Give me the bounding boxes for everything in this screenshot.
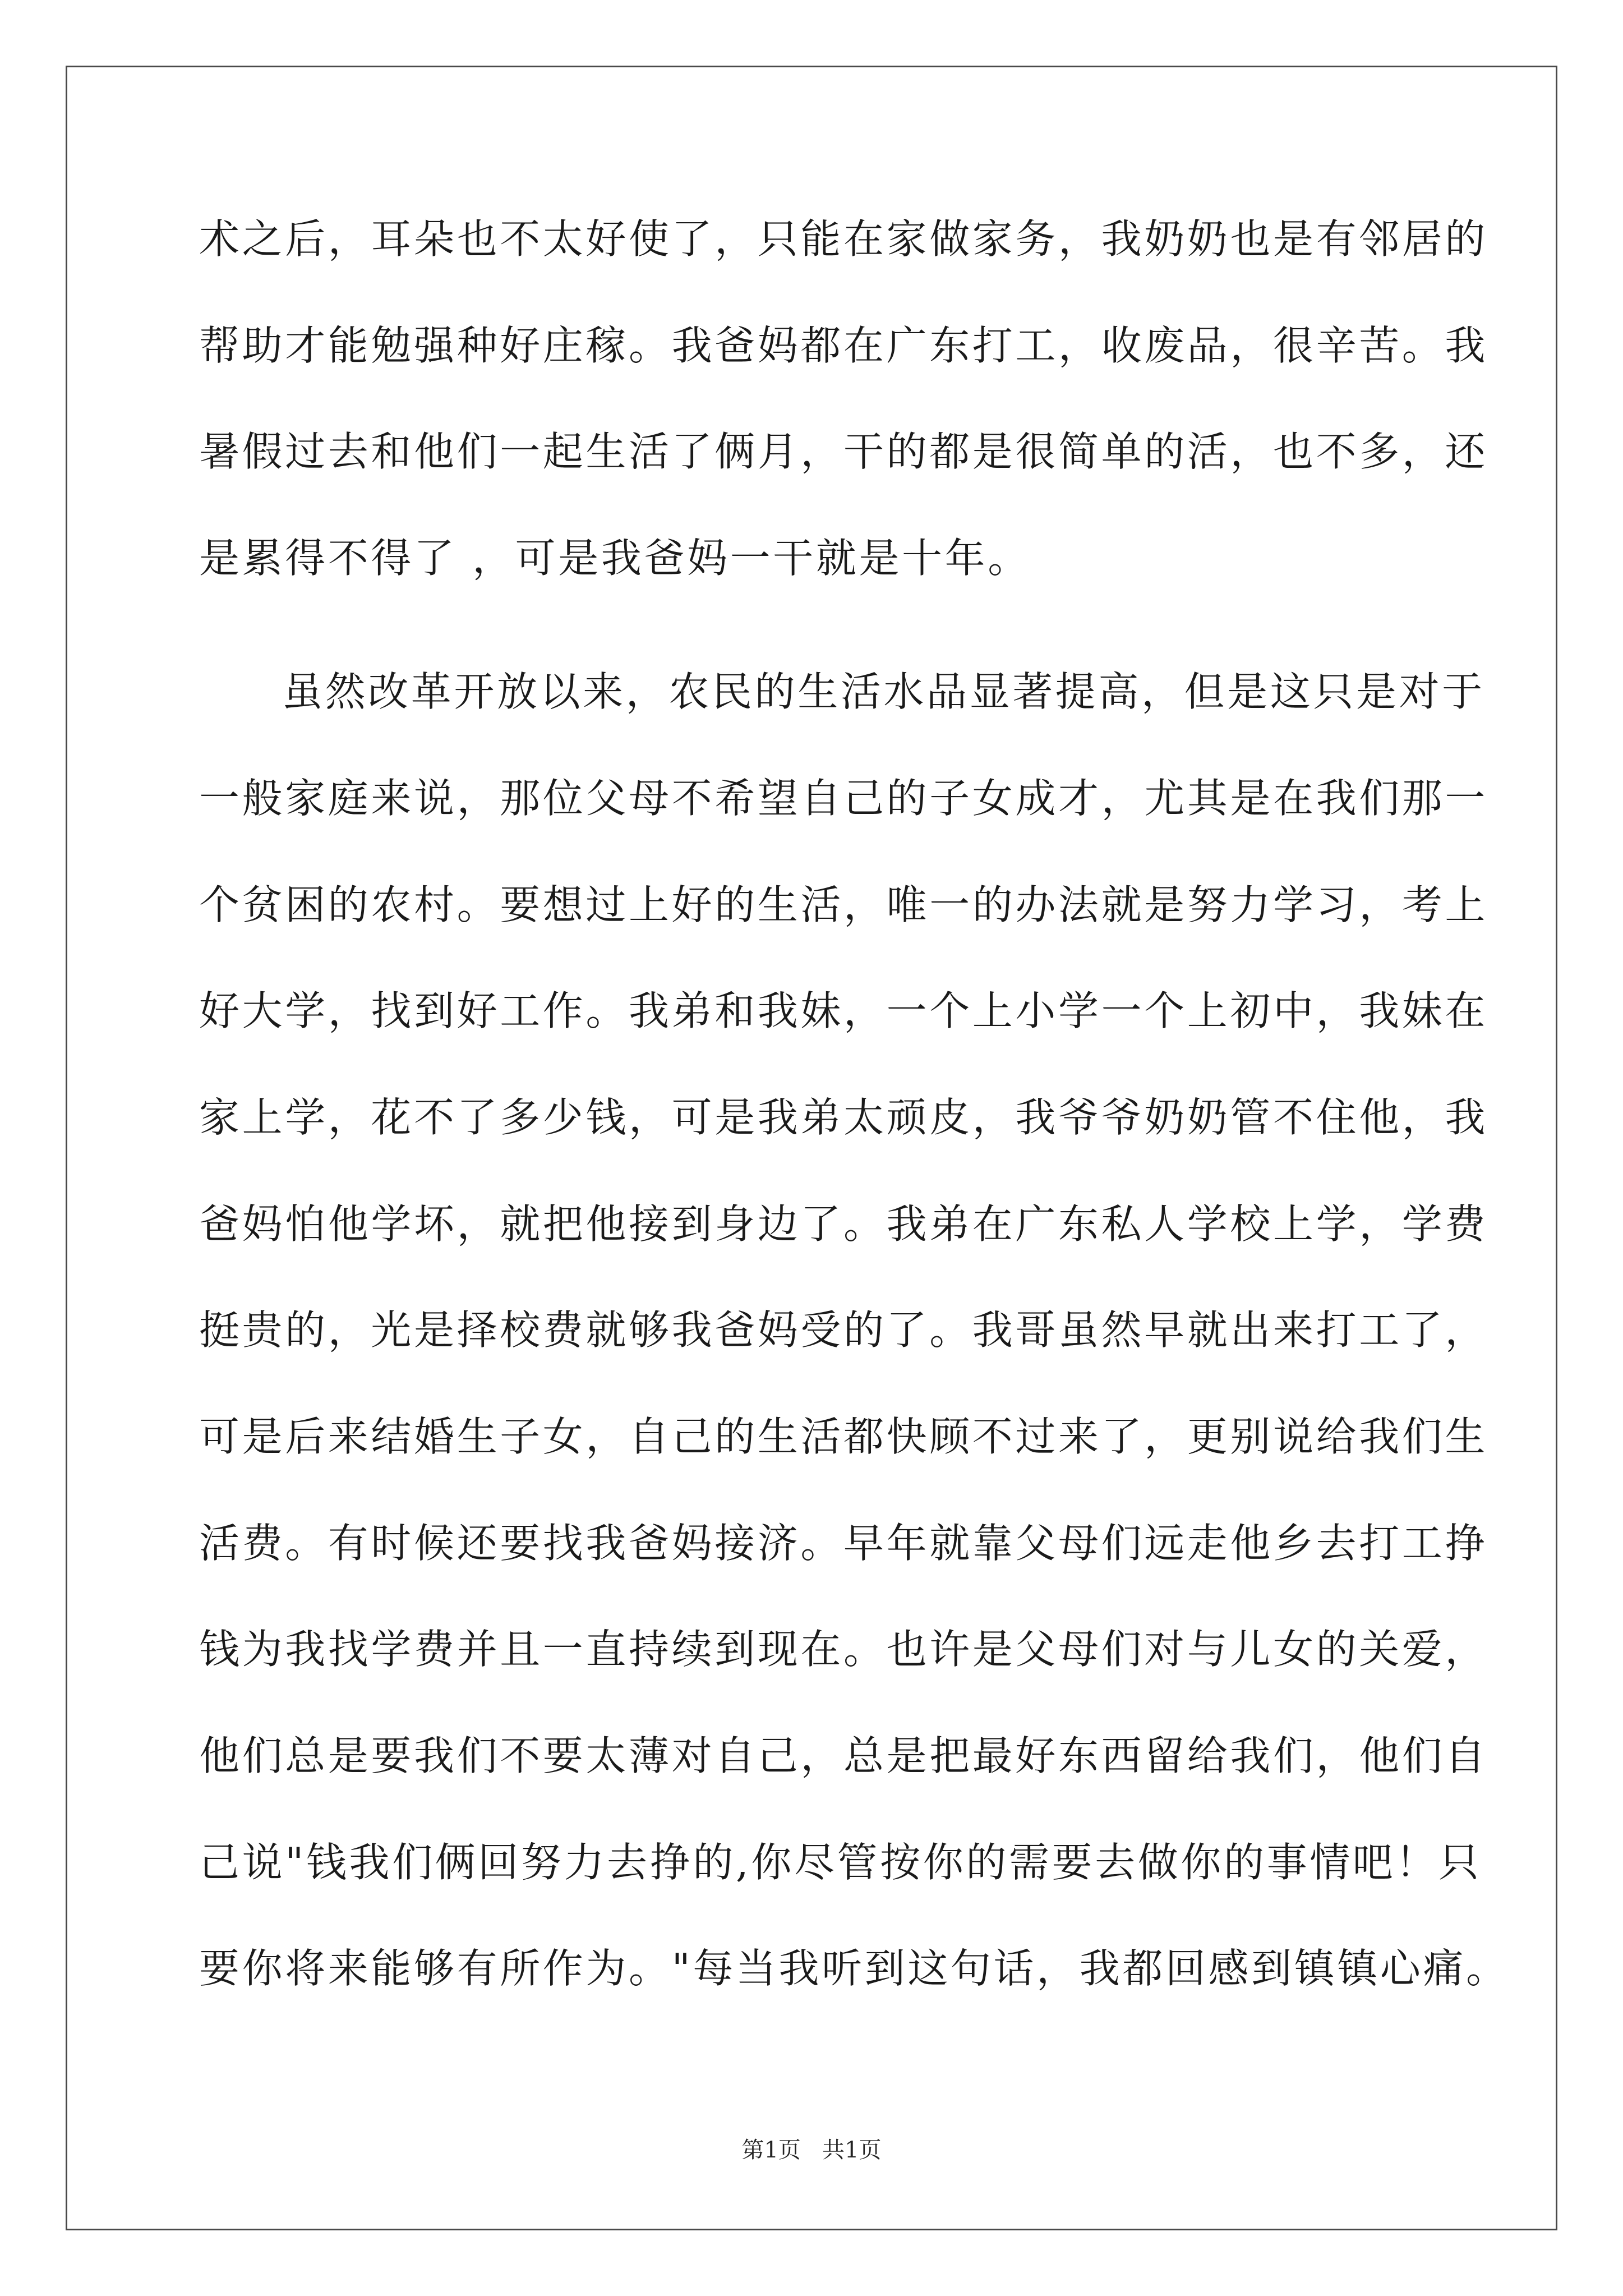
text-line: 可是后来结婚生子女，自己的生活都快顾不过来了，更别说给我们生: [199, 1413, 1488, 1460]
text-line: 暑假过去和他们一起生活了俩月，干的都是很简单的活，也不多，还: [199, 428, 1488, 475]
text-line: 要你将来能够有所作为。"每当我听到这句话，我都回感到镇镇心痛。: [199, 1945, 1509, 1992]
text-line: 他们总是要我们不要太薄对自己，总是把最好东西留给我们，他们自: [199, 1732, 1488, 1779]
text-line: 己说"钱我们俩回努力去挣的,你尽管按你的需要去做你的事情吧！只: [199, 1839, 1482, 1886]
page-border: [66, 66, 1557, 2230]
paragraph-first-line: 虽然改革开放以来，农民的生活水品显著提高，但是这只是对于: [282, 668, 1485, 715]
text-line: 好大学，找到好工作。我弟和我妹，一个上小学一个上初中，我妹在: [199, 987, 1488, 1034]
text-line: 活费。有时候还要找我爸妈接济。早年就靠父母们远走他乡去打工挣: [199, 1520, 1488, 1567]
text-line: 个贫困的农村。要想过上好的生活，唯一的办法就是努力学习，考上: [199, 881, 1488, 928]
text-line: 术之后，耳朵也不太好使了，只能在家做家务，我奶奶也是有邻居的: [199, 215, 1488, 263]
text-line: 一般家庭来说，那位父母不希望自己的子女成才，尤其是在我们那一: [199, 775, 1488, 822]
text-line: 帮助才能勉强种好庄稼。我爸妈都在广东打工，收废品，很辛苦。我: [199, 322, 1488, 369]
page-number-footer: 第1页 共1页: [741, 2137, 882, 2163]
text-line: 家上学，花不了多少钱，可是我弟太顽皮，我爷爷奶奶管不住他，我: [199, 1094, 1488, 1141]
text-line: 爸妈怕他学坏，就把他接到身边了。我弟在广东私人学校上学，学费: [199, 1200, 1488, 1248]
text-line: 挺贵的，光是择校费就够我爸妈受的了。我哥虽然早就出来打工了，: [199, 1306, 1488, 1354]
text-line: 钱为我找学费并且一直持续到现在。也许是父母们对与儿女的关爱，: [199, 1626, 1488, 1673]
text-line: 是累得不得了 ，可是我爸妈一干就是十年。: [199, 535, 1031, 582]
